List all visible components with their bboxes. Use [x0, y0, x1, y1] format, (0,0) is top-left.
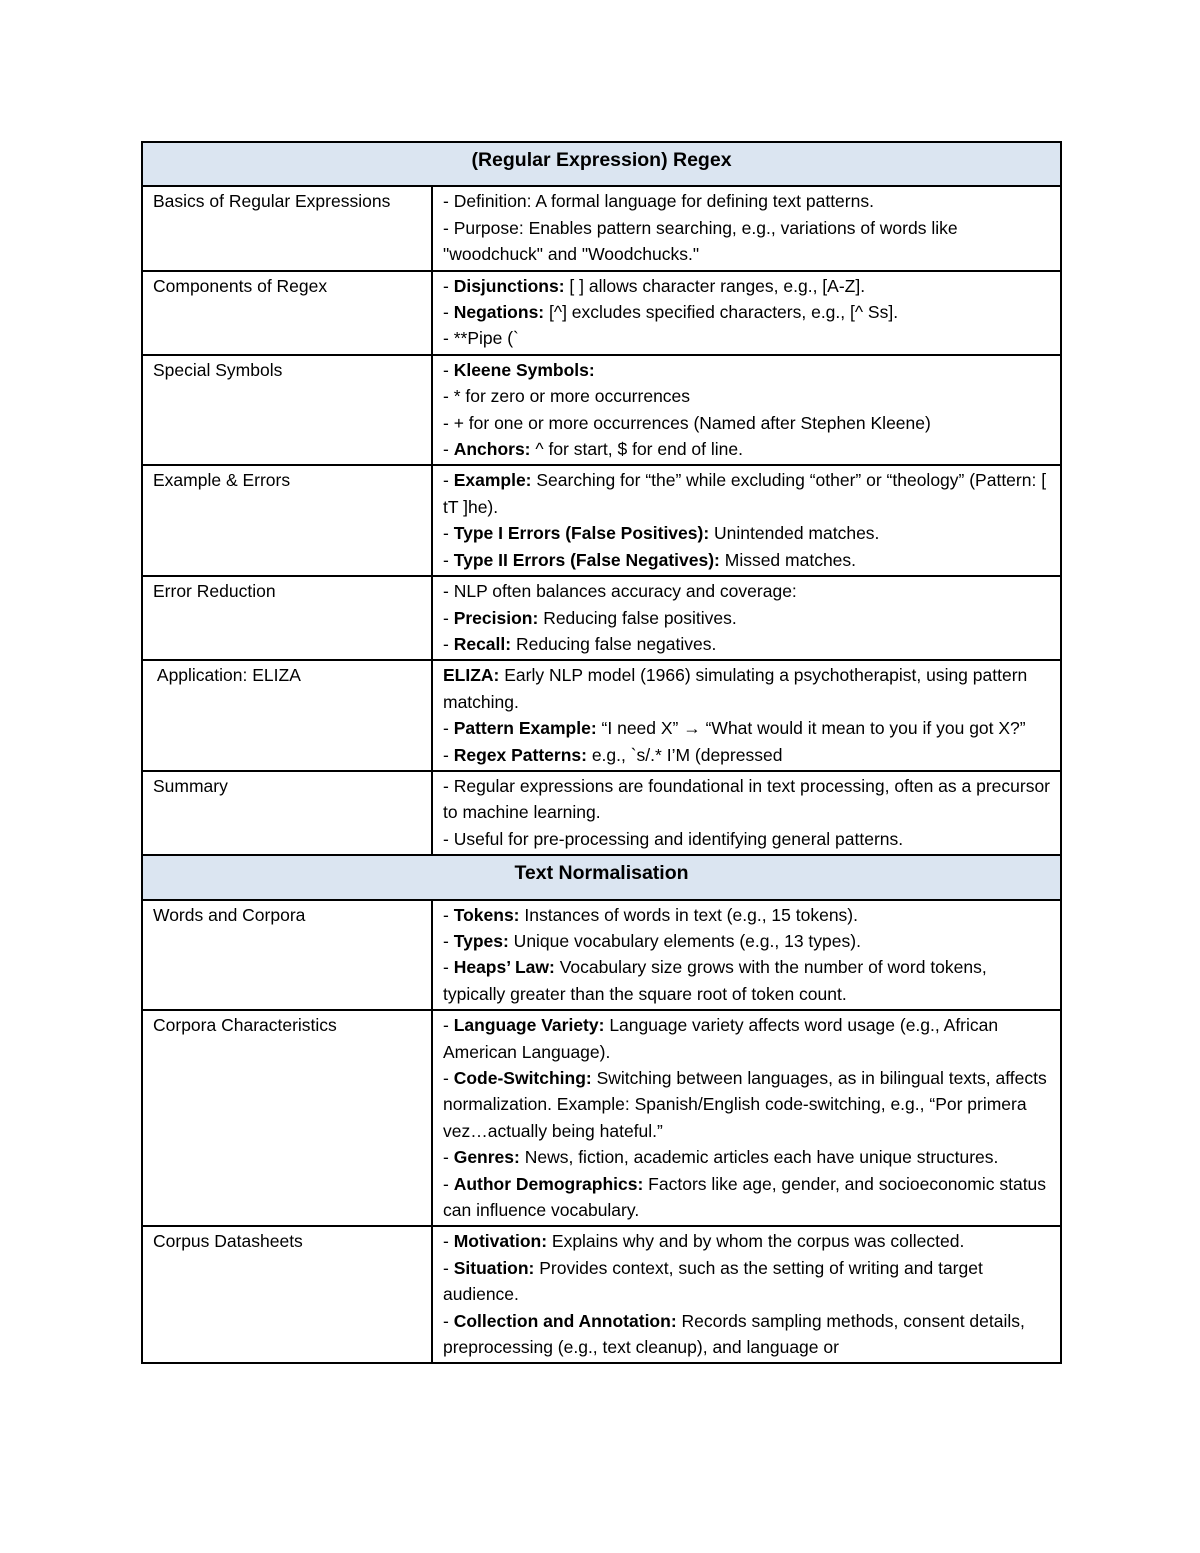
bullet-line	[443, 1308, 1052, 1361]
bullet-term: Motivation:	[453, 1231, 548, 1252]
bullet-prefix: -	[443, 1310, 454, 1331]
section-title: (Regular Expression) Regex	[142, 142, 1061, 186]
table-row	[142, 576, 1061, 660]
bullet-text: Unique vocabulary elements (e.g., 13 types).	[508, 930, 861, 951]
description-cell	[432, 1010, 1061, 1226]
bullet-line	[443, 467, 1052, 520]
bullet-text: Reducing false positives.	[538, 607, 737, 628]
bullet-prefix: -	[443, 328, 454, 349]
bullet-prefix: -	[443, 718, 454, 739]
bullet-text: * for zero or more occurrences	[453, 386, 691, 407]
bullet-text: Regular expressions are foundational in text processing, often as a precursor to machine learning.	[443, 775, 1051, 823]
bullet-prefix: -	[443, 607, 454, 628]
topic-label: Corpora Characteristics	[153, 1015, 337, 1036]
bullet-term: Recall:	[453, 633, 512, 654]
bullet-text: [^] excludes specified characters, e.g., [^ Ss].	[544, 302, 899, 323]
bullet-line	[443, 773, 1052, 826]
bullet-text: Explains why and by whom the corpus was collected.	[547, 1231, 965, 1252]
topic-label: Application: ELIZA	[153, 665, 301, 686]
bullet-line	[443, 1144, 1052, 1170]
bullet-prefix: -	[443, 275, 454, 296]
section-header-row	[142, 855, 1061, 899]
bullet-prefix: -	[443, 549, 454, 570]
bullet-prefix: -	[443, 904, 454, 925]
bullet-prefix: -	[443, 957, 454, 978]
topic-label: Error Reduction	[153, 581, 276, 602]
topic-label: Components of Regex	[153, 275, 328, 296]
table-row	[142, 271, 1061, 355]
bullet-prefix: -	[443, 523, 454, 544]
bullet-text: [ ] allows character ranges, e.g., [A-Z].	[564, 275, 866, 296]
bullet-line	[443, 1228, 1052, 1254]
bullet-line	[443, 436, 1052, 462]
bullet-term: Regex Patterns:	[453, 744, 587, 765]
table-row	[142, 465, 1061, 576]
topic-cell	[142, 1010, 432, 1226]
description-cell	[432, 355, 1061, 466]
description-cell	[432, 186, 1061, 270]
table-row	[142, 1010, 1061, 1226]
bullet-line	[443, 410, 1052, 436]
bullet-text: Language variety affects word usage (e.g., African American Language).	[443, 1015, 999, 1062]
bullet-term: Collection and Annotation:	[453, 1310, 677, 1331]
bullet-line	[443, 299, 1052, 325]
bullet-text: Missed matches.	[719, 549, 857, 570]
topic-cell	[142, 771, 432, 855]
topic-label: Summary	[153, 775, 228, 796]
bullet-text: e.g., `s/.* I’M (depressed	[586, 744, 783, 765]
bullet-line	[443, 902, 1052, 928]
topic-cell	[142, 576, 432, 660]
topic-cell	[142, 900, 432, 1011]
bullet-term: Code-Switching:	[453, 1068, 592, 1088]
bullet-text: Useful for pre-processing and identifying general patterns.	[453, 828, 904, 849]
table-row	[142, 355, 1061, 466]
topic-label: Special Symbols	[153, 359, 283, 380]
bullet-text: Provides context, such as the setting of writing and target audience.	[443, 1257, 983, 1305]
bullet-line	[443, 928, 1052, 954]
bullet-line	[443, 631, 1052, 657]
bullet-prefix: -	[443, 470, 454, 491]
bullet-term: Precision:	[453, 607, 539, 628]
bullet-text: **Pipe (`	[453, 328, 519, 349]
bullet-text: Purpose: Enables pattern searching, e.g., variations of words like "woodchuck" and "Woodchucks."	[443, 217, 958, 265]
notes-table-body	[142, 142, 1061, 1363]
bullet-line	[443, 605, 1052, 631]
bullet-prefix: -	[443, 930, 454, 951]
description-cell	[432, 771, 1061, 855]
bullet-prefix: -	[443, 359, 454, 380]
bullet-term: Pattern Example:	[453, 718, 597, 739]
bullet-line	[443, 1065, 1052, 1144]
bullet-term: Author Demographics:	[453, 1173, 644, 1194]
bullet-text: News, fiction, academic articles each have unique structures.	[519, 1147, 999, 1168]
bullet-line	[443, 742, 1052, 768]
notes-table	[141, 141, 1062, 1364]
bullet-prefix: -	[443, 1147, 454, 1168]
bullet-line	[443, 357, 1052, 383]
bullet-term: Situation:	[453, 1257, 535, 1278]
table-row	[142, 186, 1061, 270]
bullet-prefix: -	[443, 191, 454, 212]
bullet-prefix: -	[443, 828, 454, 849]
bullet-text: Searching for “the” while excluding “other” or “theology” (Pattern: [ tT ]he).	[443, 470, 1047, 517]
bullet-line	[443, 662, 1052, 715]
bullet-prefix: -	[443, 1231, 454, 1252]
bullet-term: Kleene Symbols:	[453, 359, 595, 380]
topic-label: Example & Errors	[153, 470, 291, 491]
bullet-line	[443, 383, 1052, 409]
bullet-line	[443, 325, 1052, 351]
bullet-prefix: -	[443, 633, 454, 654]
bullet-term: Genres:	[453, 1147, 520, 1168]
bullet-prefix: -	[443, 1173, 454, 1194]
table-row	[142, 1226, 1061, 1363]
topic-cell	[142, 465, 432, 576]
bullet-line	[443, 215, 1052, 268]
bullet-prefix: -	[443, 412, 454, 433]
bullet-term: Negations:	[453, 302, 545, 323]
topic-cell	[142, 660, 432, 771]
description-cell	[432, 900, 1061, 1011]
bullet-prefix: -	[443, 775, 454, 796]
bullet-term: Example:	[453, 470, 532, 491]
bullet-text: Factors like age, gender, and socioeconomic status can influence vocabulary.	[443, 1173, 1047, 1221]
topic-label: Words and Corpora	[153, 904, 306, 925]
bullet-prefix: -	[443, 744, 454, 765]
topic-cell	[142, 1226, 432, 1363]
description-cell	[432, 271, 1061, 355]
bullet-text: NLP often balances accuracy and coverage:	[453, 581, 797, 602]
bullet-text: Early NLP model (1966) simulating a psychotherapist, using pattern matching.	[443, 665, 1028, 712]
bullet-line	[443, 188, 1052, 214]
bullet-term: Type I Errors (False Positives):	[453, 523, 710, 544]
bullet-prefix: -	[443, 302, 454, 323]
bullet-line	[443, 1255, 1052, 1308]
description-cell	[432, 660, 1061, 771]
bullet-term: Heaps’ Law:	[453, 957, 555, 978]
bullet-prefix: -	[443, 1068, 454, 1088]
bullet-text: Definition: A formal language for defining text patterns.	[453, 191, 874, 212]
topic-label: Corpus Datasheets	[153, 1231, 303, 1252]
bullet-text: Records sampling methods, consent details, preprocessing (e.g., text cleanup), and language or	[443, 1310, 1025, 1358]
topic-cell	[142, 355, 432, 466]
bullet-prefix: -	[443, 1257, 454, 1278]
description-cell	[432, 465, 1061, 576]
bullet-text: Instances of words in text (e.g., 15 tokens).	[519, 904, 858, 925]
bullet-line	[443, 273, 1052, 299]
bullet-prefix: -	[443, 217, 454, 238]
bullet-line	[443, 826, 1052, 852]
bullet-term: Language Variety:	[453, 1015, 605, 1036]
bullet-text: “I need X” → “What would it mean to you if you got X?”	[596, 718, 1026, 739]
bullet-line	[443, 520, 1052, 546]
bullet-term: Anchors:	[453, 439, 531, 460]
topic-cell	[142, 271, 432, 355]
bullet-text: Reducing false negatives.	[511, 633, 717, 654]
bullet-term: ELIZA:	[443, 665, 500, 686]
bullet-text: Unintended matches.	[709, 523, 880, 544]
bullet-line	[443, 1012, 1052, 1065]
bullet-text: ^ for start, $ for end of line.	[530, 439, 743, 460]
table-row	[142, 660, 1061, 771]
bullet-term: Disjunctions:	[453, 275, 565, 296]
description-cell	[432, 576, 1061, 660]
bullet-line	[443, 1171, 1052, 1224]
topic-label: Basics of Regular Expressions	[153, 191, 391, 212]
bullet-line	[443, 715, 1052, 741]
bullet-text: + for one or more occurrences (Named after Stephen Kleene)	[453, 412, 931, 433]
bullet-line	[443, 547, 1052, 573]
bullet-prefix: -	[443, 1015, 454, 1036]
section-header-row	[142, 142, 1061, 186]
topic-cell	[142, 186, 432, 270]
table-row	[142, 900, 1061, 1011]
bullet-prefix: -	[443, 439, 454, 460]
bullet-line	[443, 578, 1052, 604]
bullet-text: Switching between languages, as in bilingual texts, affects normalization. Example: Spanish/English code-switching, e.g., “Por primera vez…actually being hateful.”	[443, 1068, 1047, 1141]
bullet-text: Vocabulary size grows with the number of word tokens, typically greater than the square root of token count.	[443, 957, 987, 1004]
bullet-term: Tokens:	[453, 904, 520, 925]
bullet-prefix: -	[443, 386, 454, 407]
bullet-prefix: -	[443, 581, 454, 602]
section-title: Text Normalisation	[142, 855, 1061, 899]
bullet-term: Types:	[453, 930, 509, 951]
bullet-term: Type II Errors (False Negatives):	[453, 549, 720, 570]
description-cell	[432, 1226, 1061, 1363]
bullet-line	[443, 954, 1052, 1007]
table-row	[142, 771, 1061, 855]
